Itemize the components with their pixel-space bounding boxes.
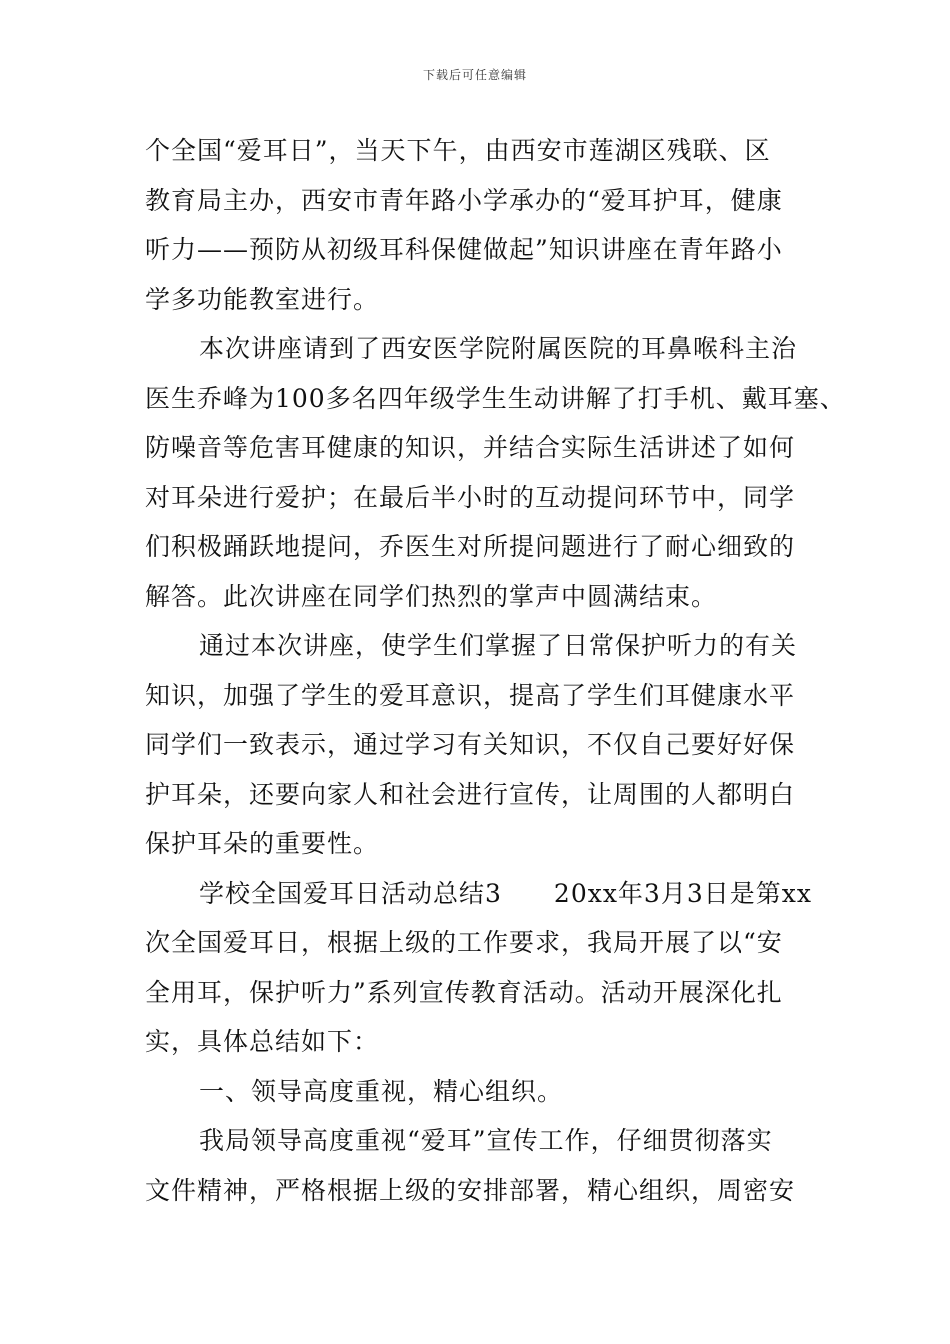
text-line: 对耳朵进行爱护；在最后半小时的互动提问环节中，同学: [145, 482, 796, 512]
page-header: 下载后可任意编辑: [422, 68, 527, 82]
text-line: 听力——预防从初级耳科保健做起”知识讲座在青年路小: [145, 235, 783, 264]
text-line: 护耳朵，还要向家人和社会进行宣传，让周围的人都明白: [145, 779, 796, 809]
text-line: 文件精神，严格根据上级的安排部署，精心组织，周密安: [145, 1175, 796, 1205]
text-line: 个全国“爱耳日”，当天下午，由西安市莲湖区残联、区: [145, 136, 771, 165]
paragraph-first-line: 本次讲座请到了西安医学院附属医院的耳鼻喉科主治: [199, 334, 798, 363]
text-line: 防噪音等危害耳健康的知识，并结合实际生活讲述了如何: [145, 433, 796, 462]
text-line: 学多功能教室进行。: [145, 284, 380, 314]
paragraph-first-line: 我局领导高度重视“爱耳”宣传工作，仔细贯彻落实: [199, 1126, 773, 1155]
text-line: 次全国爱耳日，根据上级的工作要求，我局开展了以“安: [145, 928, 783, 957]
text-line: 们积极踊跃地提问，乔医生对所提问题进行了耐心细致的: [145, 532, 796, 561]
text-line: 同学们一致表示，通过学习有关知识，不仅自己要好好保: [145, 730, 796, 759]
text-line: 知识，加强了学生的爱耳意识，提高了学生们耳健康水平: [145, 680, 796, 710]
document-body: [145, 126, 846, 1215]
text-line: 全用耳，保护听力”系列宣传教育活动。活动开展深化扎: [145, 977, 783, 1007]
text-line: 医生乔峰为100多名四年级学生生动讲解了打手机、戴耳塞、: [145, 383, 846, 413]
paragraph-first-line: 通过本次讲座，使学生们掌握了日常保护听力的有关: [199, 631, 798, 660]
text-line: 教育局主办，西安市青年路小学承办的“爱耳护耳，健康: [145, 185, 783, 215]
section-heading-line: [145, 869, 825, 919]
text-line: 保护耳朵的重要性。: [145, 829, 380, 858]
section-heading: 学校全国爱耳日活动总结3: [199, 878, 502, 908]
text-line: 解答。此次讲座在同学们热烈的掌声中圆满结束。: [145, 581, 718, 611]
section-date-text: 20xx年3月3日是第xx: [553, 878, 812, 908]
text-line: 实，具体总结如下：: [145, 1027, 380, 1056]
subheading-line: 一、领导高度重视，精心组织。: [199, 1076, 564, 1106]
